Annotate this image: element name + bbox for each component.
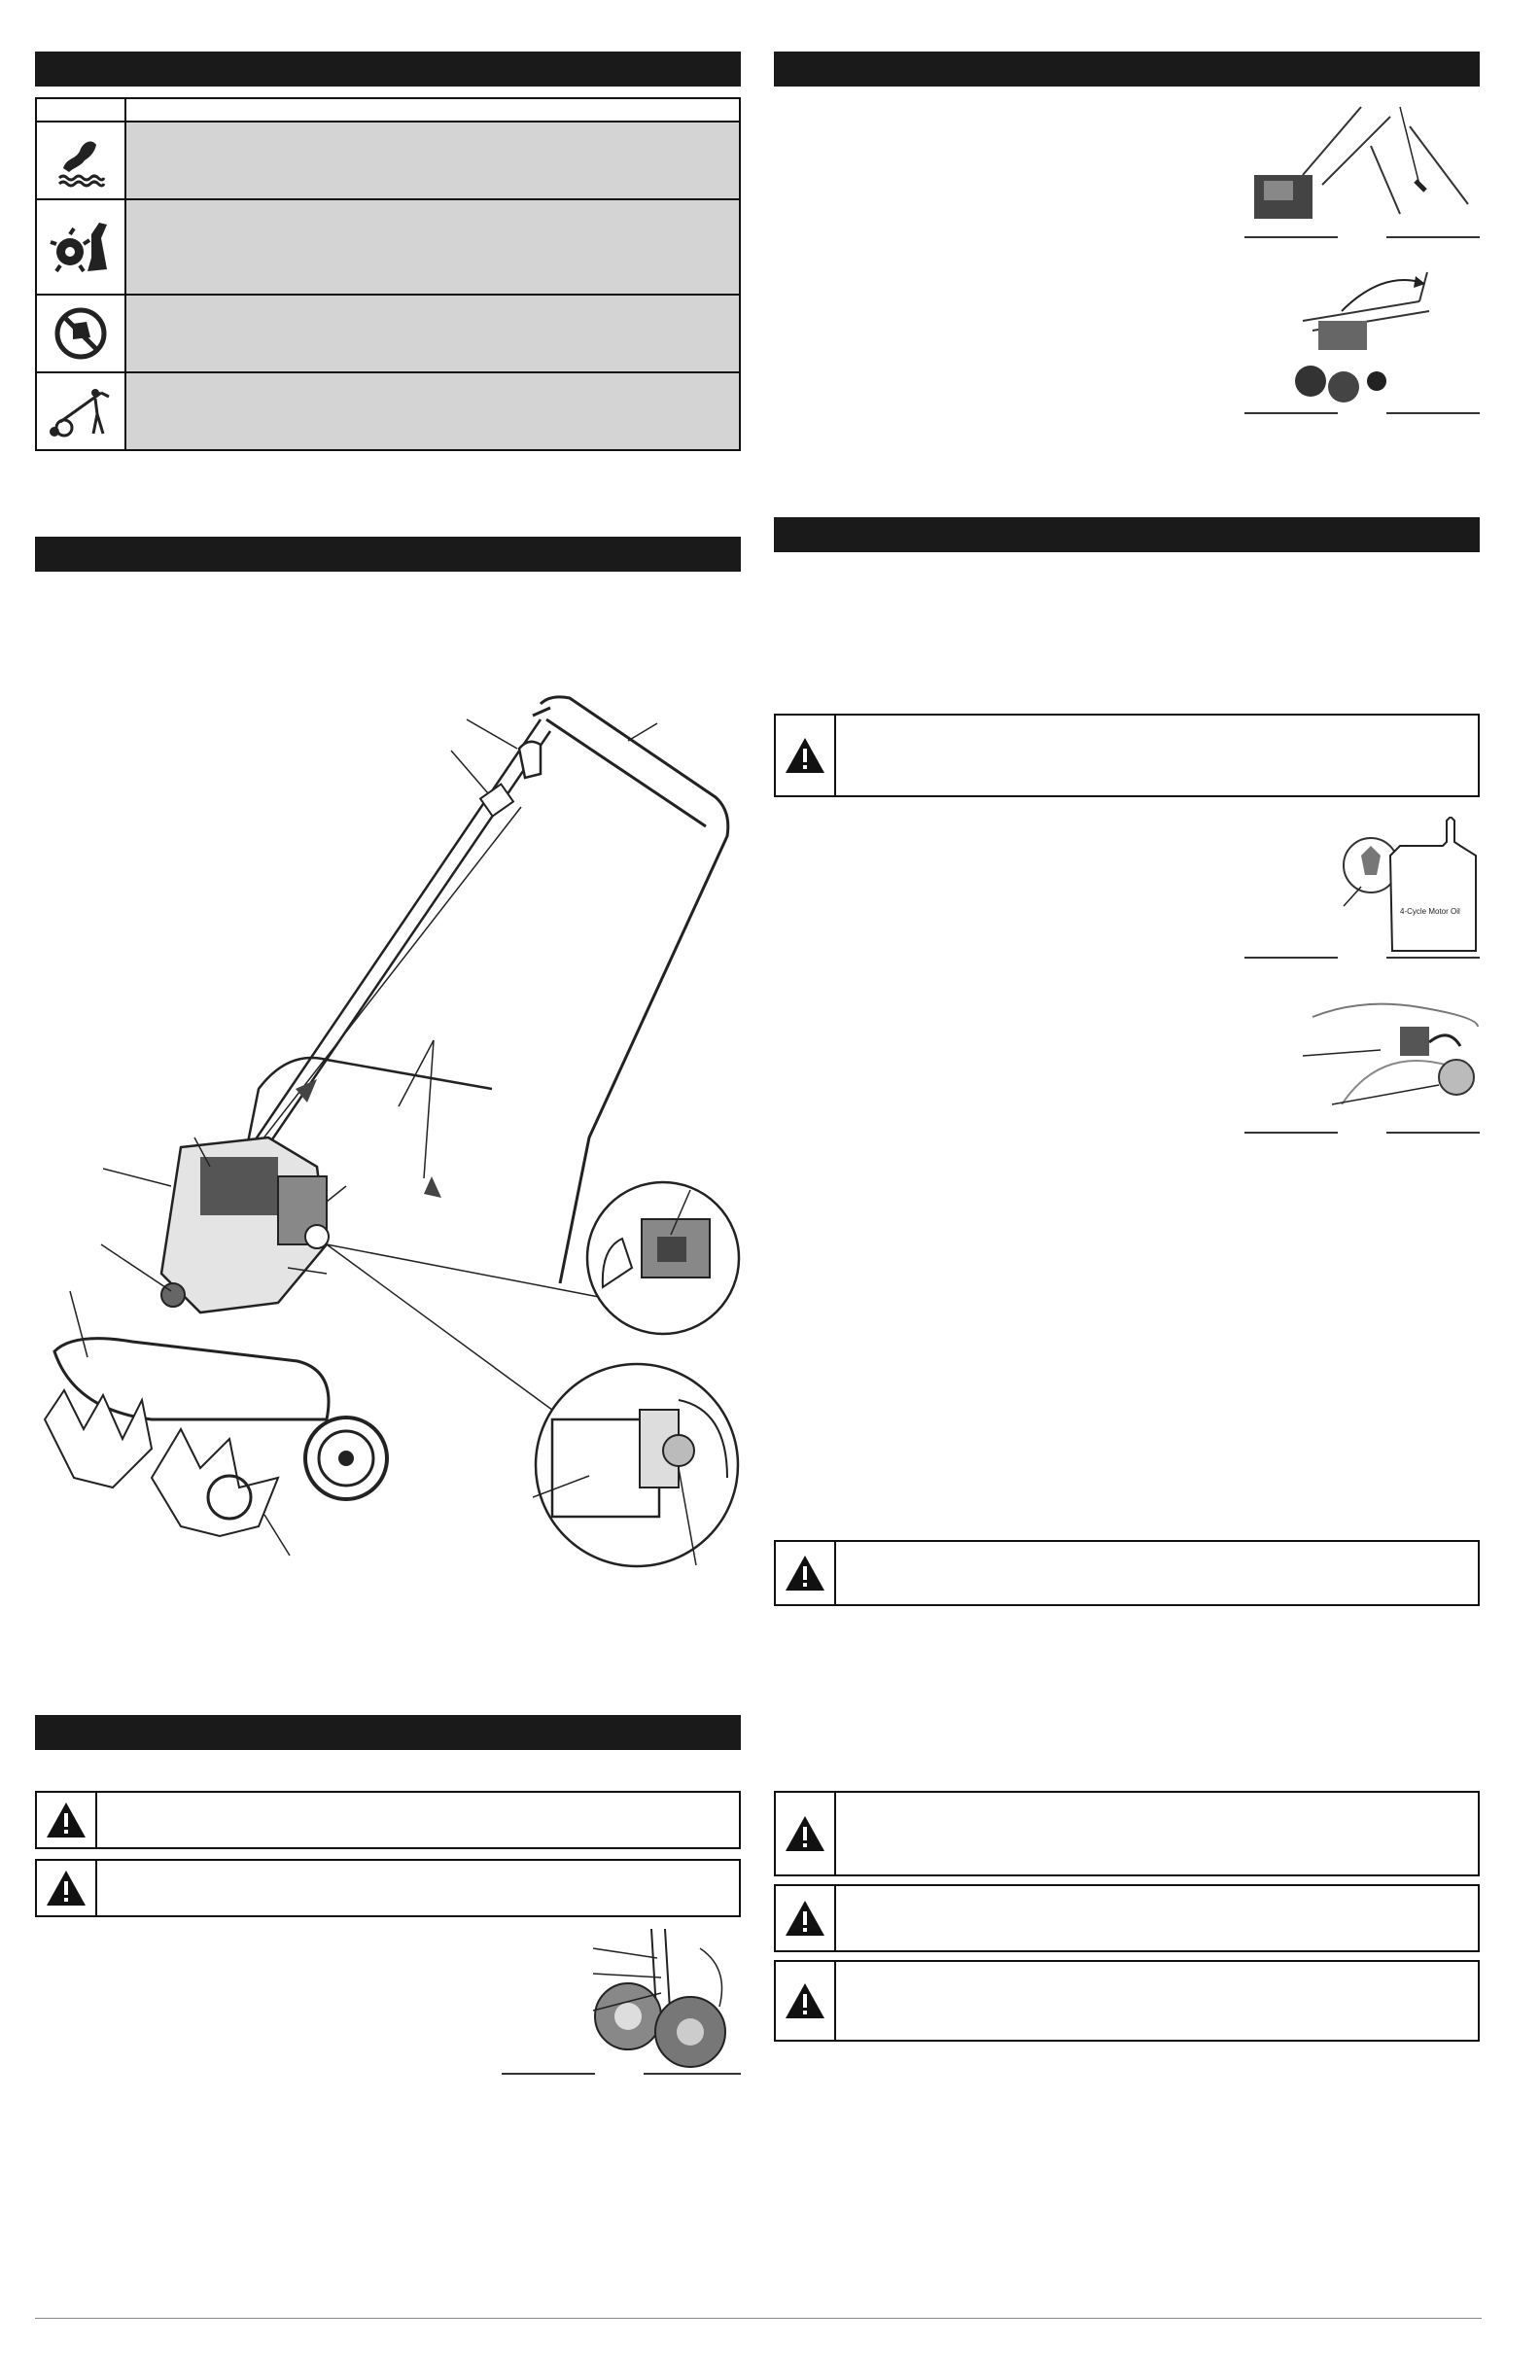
symbol-row xyxy=(37,200,739,296)
figure-caption-rule xyxy=(1386,1132,1480,1134)
safety-symbols-table xyxy=(35,97,741,451)
figure-caption-rule xyxy=(1386,957,1480,959)
air-filter-inset xyxy=(533,1361,741,1569)
symbol-row xyxy=(37,296,739,373)
figure-caption-rule xyxy=(1244,957,1338,959)
warning-triangle-icon xyxy=(37,1861,97,1915)
figure-caption-rule xyxy=(1386,236,1480,238)
warning-triangle-icon xyxy=(776,1542,836,1604)
figure-caption-rule xyxy=(502,2073,595,2075)
warning-triangle-icon xyxy=(776,1793,836,1874)
warning-box xyxy=(774,1884,1480,1952)
figure-caption-rule xyxy=(1244,1132,1338,1134)
warning-triangle-icon xyxy=(776,716,836,795)
section-header-bar-middle-right xyxy=(774,517,1480,552)
footer-rule xyxy=(35,2318,1482,2319)
figure-caption-rule xyxy=(644,2073,741,2075)
warning-box xyxy=(35,1791,741,1849)
no-operation-icon xyxy=(37,296,126,371)
warning-triangle-icon xyxy=(37,1793,97,1847)
section-header-bar-top-right xyxy=(774,52,1480,87)
warning-triangle-icon xyxy=(776,1962,836,2040)
warning-box xyxy=(774,1960,1480,2042)
handle-latch-figure xyxy=(1254,88,1480,233)
tiller-operator-icon xyxy=(37,373,126,449)
oil-fill-figure xyxy=(1303,988,1480,1130)
warning-box xyxy=(774,714,1480,797)
warning-triangle-icon xyxy=(776,1886,836,1950)
figure-caption-rule xyxy=(1386,412,1480,414)
oil-bottle-figure xyxy=(1342,817,1480,955)
primer-bulb-inset xyxy=(583,1180,743,1336)
section-header-bar-middle-left xyxy=(35,537,741,572)
warning-box xyxy=(774,1791,1480,1876)
oil-bottle-label: 4-Cycle Motor Oil xyxy=(1400,907,1460,916)
handle-fold-figure xyxy=(1283,262,1439,408)
wheel-adjustment-figure xyxy=(583,1929,741,2071)
rotating-tines-icon xyxy=(37,200,126,294)
figure-caption-rule xyxy=(1244,412,1338,414)
warning-box xyxy=(774,1540,1480,1606)
hot-surface-icon xyxy=(37,122,126,198)
figure-caption-rule xyxy=(1244,236,1338,238)
symbol-row xyxy=(37,373,739,449)
warning-box xyxy=(35,1859,741,1917)
symbol-row xyxy=(37,122,739,200)
section-header-bar-bottom-left xyxy=(35,1715,741,1750)
section-header-bar-top-left xyxy=(35,52,741,87)
symbols-table-header xyxy=(37,99,739,122)
